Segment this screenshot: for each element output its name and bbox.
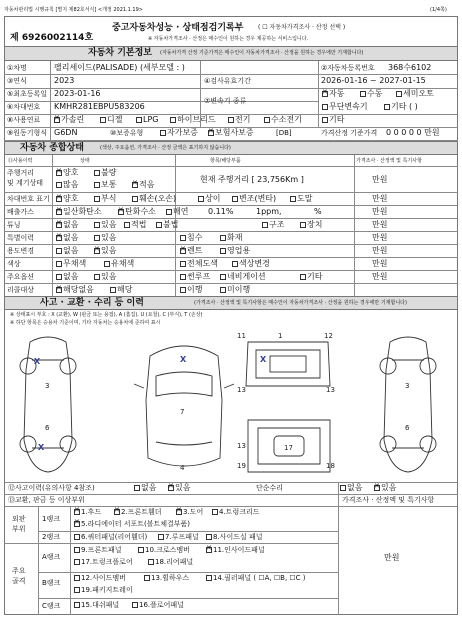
color-full-paint[interactable]: 전체도색 bbox=[180, 260, 218, 268]
usage-yes[interactable]: ✕ 있음 bbox=[94, 247, 116, 255]
color-achromatic[interactable]: 무채색 bbox=[56, 260, 86, 268]
car-name-label: ①차명 bbox=[7, 64, 27, 72]
diagram-label-19: 19 bbox=[237, 462, 246, 470]
car-diagram bbox=[8, 330, 454, 476]
transmission-auto[interactable]: ✕자동 bbox=[322, 90, 344, 98]
form-reference: 자동차관리법 시행규칙 [별지 제82호서식] <개정 2021.1.19> bbox=[4, 7, 143, 13]
special-fire[interactable]: 화재 bbox=[220, 234, 242, 242]
plate-label: ②자동차등록번호 bbox=[321, 64, 375, 72]
tuning-structure[interactable]: 구조 bbox=[262, 221, 284, 229]
emission-label: 배출가스 bbox=[7, 208, 35, 216]
tuning-illegal[interactable]: 불법 bbox=[156, 221, 178, 229]
emission-smoke-unit: % bbox=[314, 207, 322, 216]
warranty-label: ⑩보증유형 bbox=[110, 129, 144, 137]
first-registration-label: ⑤최초등록일 bbox=[7, 90, 48, 98]
gauge-good[interactable]: ✕양호 bbox=[56, 169, 78, 177]
diagram-label-17: 17 bbox=[284, 444, 293, 452]
first-registration-value: 2023-01-16 bbox=[54, 89, 101, 98]
emission-amount: 만원 bbox=[372, 207, 388, 216]
emission-smoke[interactable]: 매연 bbox=[166, 208, 188, 216]
tuning-amount: 만원 bbox=[372, 220, 388, 229]
current-mileage: 현재 주행거리 [ 23,756Km ] bbox=[200, 175, 304, 184]
special-none[interactable]: ✕ 없음 bbox=[56, 234, 78, 242]
basic-info-note: (자동차가격 산정 기준가격은 매수인이 자동차가격조사 · 산정을 원하는 경우에만 기재합니다) bbox=[160, 50, 364, 56]
rankA-front-panel[interactable]: 9.프론트패널 bbox=[74, 547, 122, 554]
vin-altered[interactable]: 변조(변타) bbox=[232, 195, 276, 203]
vin-corrosion[interactable]: 부식 bbox=[94, 195, 116, 203]
diagram-label-13: 13 bbox=[237, 386, 246, 394]
mileage-normal[interactable]: 보통 bbox=[94, 181, 116, 189]
rank1-hood[interactable]: ✕1.후드 bbox=[74, 509, 101, 516]
recall-yes[interactable]: 해당 bbox=[110, 286, 132, 294]
accident-none[interactable]: 없음 bbox=[134, 484, 156, 492]
usage-none[interactable]: 없음 bbox=[56, 247, 78, 255]
options-none[interactable]: 없음 bbox=[56, 273, 78, 281]
emission-hc[interactable]: ✕ 탄화수소 bbox=[118, 208, 156, 216]
col-history: ⑪사용이력 bbox=[8, 158, 33, 164]
rankA-rear-panel[interactable]: 18.리어패널 bbox=[148, 559, 193, 566]
options-sunroof[interactable]: 썬루프 bbox=[180, 273, 210, 281]
rankA-label: A랭크 bbox=[42, 553, 61, 561]
options-other[interactable]: 기타 bbox=[300, 273, 322, 281]
simple-none[interactable]: 없음 bbox=[340, 484, 362, 492]
mileage-label: 주행거리 bbox=[7, 169, 35, 177]
options-navigation[interactable]: 네비게이션 bbox=[220, 273, 266, 281]
plate-value: 368수6102 bbox=[388, 63, 432, 72]
rank1-label: 1랭크 bbox=[42, 515, 60, 523]
usage-amount: 만원 bbox=[372, 246, 388, 255]
accident-history-label: ⑫사고이력(유의사항 4참조) bbox=[8, 484, 95, 492]
rankB-label: B랭크 bbox=[42, 579, 61, 587]
color-amount: 만원 bbox=[372, 259, 388, 268]
diagram-label-3r: 3 bbox=[405, 382, 410, 390]
marker-left-rear: X bbox=[38, 443, 45, 452]
main-frame-label-2: 골격 bbox=[12, 577, 26, 585]
fuel-hybrid[interactable]: 하이브리드 bbox=[170, 116, 216, 124]
diagram-label-3: 3 bbox=[45, 382, 50, 390]
rankB-side-member[interactable]: 12.사이드멤버 bbox=[74, 575, 126, 582]
legend-symbols: ※ 상태표시 부호 : X (교환), W (판금 또는 용접), A (흠집), U (요철), C (부식), T (손상) bbox=[10, 312, 203, 318]
rank2-roof-panel[interactable]: 7.루프패널 bbox=[158, 534, 199, 541]
fuel-hydrogen[interactable]: 수소전기 bbox=[264, 116, 302, 124]
vin-mark-label: 차대번호 표기 bbox=[7, 195, 50, 203]
special-yes[interactable]: 있음 bbox=[94, 234, 116, 242]
marker-hood: X bbox=[180, 355, 187, 364]
transmission-manual[interactable]: 수동 bbox=[360, 90, 382, 98]
fuel-gasoline[interactable]: ✕ 가솔린 bbox=[54, 116, 84, 124]
recall-done[interactable]: 이행 bbox=[180, 286, 202, 294]
usage-change-label: 용도변경 bbox=[7, 247, 35, 255]
basic-info-title: 자동차 기본정보 bbox=[88, 48, 152, 58]
diagram-label-4: 4 bbox=[180, 464, 185, 472]
recall-pending[interactable]: 미이행 bbox=[220, 286, 250, 294]
recall-label: 리콜대상 bbox=[7, 286, 35, 294]
diagram-label-13c: 13 bbox=[237, 442, 246, 450]
document-number: 제 6926002114호 bbox=[10, 33, 94, 43]
vin-different[interactable]: 상이 bbox=[198, 195, 220, 203]
diagram-label-18: 18 bbox=[326, 462, 335, 470]
accident-title: 사고 · 교환 · 수리 등 이력 bbox=[40, 298, 144, 308]
gauge-bad[interactable]: 불량 bbox=[94, 169, 116, 177]
options-yes[interactable]: 있음 bbox=[94, 273, 116, 281]
mileage-high[interactable]: 많음 bbox=[56, 181, 78, 189]
form-title: 중고자동차성능 · 상태점검기록부 bbox=[112, 23, 244, 33]
page-number: (1/4쪽) bbox=[430, 7, 447, 13]
rankA-inside-panel[interactable]: ✕ 11.인사이드패널 bbox=[206, 547, 265, 554]
mileage-label-2: 및 계기상태 bbox=[7, 179, 44, 187]
inspection-validity-label: ④검사유효기간 bbox=[204, 77, 251, 85]
diagram-label-12: 12 bbox=[324, 332, 333, 340]
transmission-other[interactable]: 기타 ( ) bbox=[384, 103, 418, 111]
rankB-pillar-panel[interactable]: 14.필러패널 ( ☐A, ☐B, ☐C ) bbox=[206, 575, 306, 582]
rankC-dash-panel[interactable]: 15.대쉬패널 bbox=[74, 602, 119, 609]
color-change[interactable]: 색상변경 bbox=[232, 260, 270, 268]
tuning-label: 튜닝 bbox=[7, 221, 21, 229]
frame-amount: 만원 bbox=[384, 553, 400, 562]
rankC-label: C랭크 bbox=[42, 602, 61, 610]
marker-engine: X bbox=[260, 355, 267, 364]
fuel-diesel[interactable]: 디젤 bbox=[100, 116, 122, 124]
parts-label: ⑬교환, 판금 등 이상부위 bbox=[8, 496, 85, 504]
warranty-insurer[interactable]: ✕ 보험사보증 bbox=[208, 129, 254, 137]
special-flood[interactable]: 침수 bbox=[180, 234, 202, 242]
transmission-cvt[interactable]: 무단변속기 bbox=[322, 103, 368, 111]
base-price-value: 0 0 0 0 0 만원 bbox=[386, 128, 440, 137]
engine-type-label: ⑨원동기형식 bbox=[7, 129, 48, 137]
price-option-select[interactable]: ( ☐ 자동차가격조사 · 산정 선택 ) bbox=[258, 24, 346, 31]
model-year-label: ③연식 bbox=[7, 77, 27, 85]
legend-note: ※ 하단 항목은 승용차 기준이며, 기타 자동차는 승용차에 준하여 표시 bbox=[10, 320, 161, 326]
overall-title: 자동차 종합상태 bbox=[20, 143, 84, 153]
rank2-side-sill[interactable]: 8.사이드실 패널 bbox=[206, 534, 262, 541]
rank1-trunk-lid[interactable]: 4.트렁크리드 bbox=[212, 509, 260, 516]
transmission-label: ⑦변속기 종류 bbox=[204, 97, 247, 105]
rankB-package-tray[interactable]: 19.패키지트레이 bbox=[74, 587, 133, 594]
rankA-cross-member[interactable]: 10.크로스멤버 bbox=[138, 547, 190, 554]
car-name-value: 팰리세이드(PALISADE) (세부모델 : ) bbox=[54, 63, 185, 72]
tuning-none[interactable]: ✕ 없음 bbox=[56, 221, 78, 229]
overall-note: (색상, 주요옵션, 가격조사 · 산정 금액은 표기하지 않습니다) bbox=[100, 145, 231, 151]
fuel-other[interactable]: 기타 bbox=[322, 116, 344, 124]
vin-value: KMHR281EBPU583206 bbox=[54, 102, 145, 111]
recall-none[interactable]: ✕ 해당없음 bbox=[56, 286, 94, 294]
marker-left: X bbox=[34, 357, 41, 366]
vin-damaged[interactable]: 훼손(오손) bbox=[132, 195, 176, 203]
fuel-label: ⑧사용연료 bbox=[7, 116, 41, 124]
emission-hc-value: 1ppm, bbox=[256, 207, 282, 216]
col-state: 상태 bbox=[80, 158, 90, 164]
main-frame-label: 주요 bbox=[12, 567, 26, 575]
base-price-label: 가격산정 기준가격 bbox=[321, 129, 378, 137]
header-subnote: ※ 자동차가격조사 · 산정은 매수인이 원하는 경우 제공하는 서비스입니다. bbox=[148, 36, 309, 42]
rankC-floor-panel[interactable]: 16.플로어패널 bbox=[132, 602, 184, 609]
emission-co-value: 0.11% bbox=[208, 207, 234, 216]
warranty-db: [DB] bbox=[276, 129, 292, 137]
vin-amount: 만원 bbox=[372, 194, 388, 203]
color-chromatic[interactable]: 유채색 bbox=[104, 260, 134, 268]
rank1-door[interactable]: ✕ 3.도어 bbox=[176, 509, 203, 516]
usage-business[interactable]: 영업용 bbox=[220, 247, 250, 255]
vin-label: ⑥차대번호 bbox=[7, 103, 41, 111]
rank1-radiator-support[interactable]: ✕5.라디에이터 서포트(볼트체결부품) bbox=[74, 521, 190, 528]
simple-repair-label: 단순수리 bbox=[256, 484, 284, 492]
options-label: 주요옵션 bbox=[7, 273, 35, 281]
col-price: 가격조사 · 산정액 및 특기사항 bbox=[356, 158, 422, 164]
outer-panel-label-2: 부위 bbox=[12, 525, 26, 533]
tuning-yes[interactable]: 있음 bbox=[94, 221, 116, 229]
vin-good[interactable]: ✕ 양호 bbox=[56, 195, 78, 203]
accident-yes[interactable]: ✕ 있음 bbox=[168, 484, 190, 492]
simple-yes[interactable]: ✕ 있음 bbox=[374, 484, 396, 492]
emission-co[interactable]: ✕ 일산화탄소 bbox=[56, 208, 102, 216]
vin-painted[interactable]: 도말 bbox=[290, 195, 312, 203]
rankB-wheel-house[interactable]: 13.휠하우스 bbox=[144, 575, 189, 582]
parts-price-header: 가격조사 · 산정액 및 특기사항 bbox=[342, 496, 435, 504]
options-amount: 만원 bbox=[372, 272, 388, 281]
diagram-label-6r: 6 bbox=[405, 424, 410, 432]
special-amount: 만원 bbox=[372, 233, 388, 242]
inspection-validity-value: 2026-01-16 ~ 2027-01-15 bbox=[321, 76, 426, 85]
transmission-semiauto[interactable]: 세미오토 bbox=[396, 90, 434, 98]
warranty-self[interactable]: 자가보증 bbox=[160, 129, 198, 137]
accident-note: (가격조사 · 산정액 및 특기사항은 매수인이 자동차가격조사 · 산정을 원하는 경우에만 기재합니다) bbox=[194, 300, 407, 306]
diagram-label-13b: 13 bbox=[326, 386, 335, 394]
diagram-label-1: 1 bbox=[278, 332, 283, 340]
mileage-low[interactable]: ✕ 적음 bbox=[132, 181, 154, 189]
mileage-amount: 만원 bbox=[372, 175, 388, 184]
outer-panel-label: 외판 bbox=[12, 515, 26, 523]
rankA-trunk-floor[interactable]: 17.트렁크플로어 bbox=[74, 559, 133, 566]
fuel-lpg[interactable]: LPG bbox=[136, 116, 158, 124]
rank2-quarter-panel[interactable]: 6.쿼터패널(리어휀더) bbox=[74, 534, 147, 541]
engine-type-value: G6DN bbox=[54, 128, 78, 137]
diagram-label-7: 7 bbox=[180, 408, 185, 416]
tuning-legal[interactable]: 적법 bbox=[124, 221, 146, 229]
rank2-label: 2랭크 bbox=[42, 533, 60, 541]
rank1-front-fender[interactable]: ✕ 2.프론트휀더 bbox=[114, 509, 162, 516]
usage-rent[interactable]: ✕ 렌트 bbox=[180, 247, 202, 255]
diagram-label-11: 11 bbox=[237, 332, 246, 340]
color-label: 색상 bbox=[7, 260, 21, 268]
model-year-value: 2023 bbox=[54, 76, 75, 85]
special-label: 특별이력 bbox=[7, 234, 35, 242]
diagram-label-6: 6 bbox=[45, 424, 50, 432]
col-item: 항목/해당부품 bbox=[210, 158, 241, 164]
tuning-device[interactable]: 장치 bbox=[300, 221, 322, 229]
fuel-electric[interactable]: 전기 bbox=[228, 116, 250, 124]
